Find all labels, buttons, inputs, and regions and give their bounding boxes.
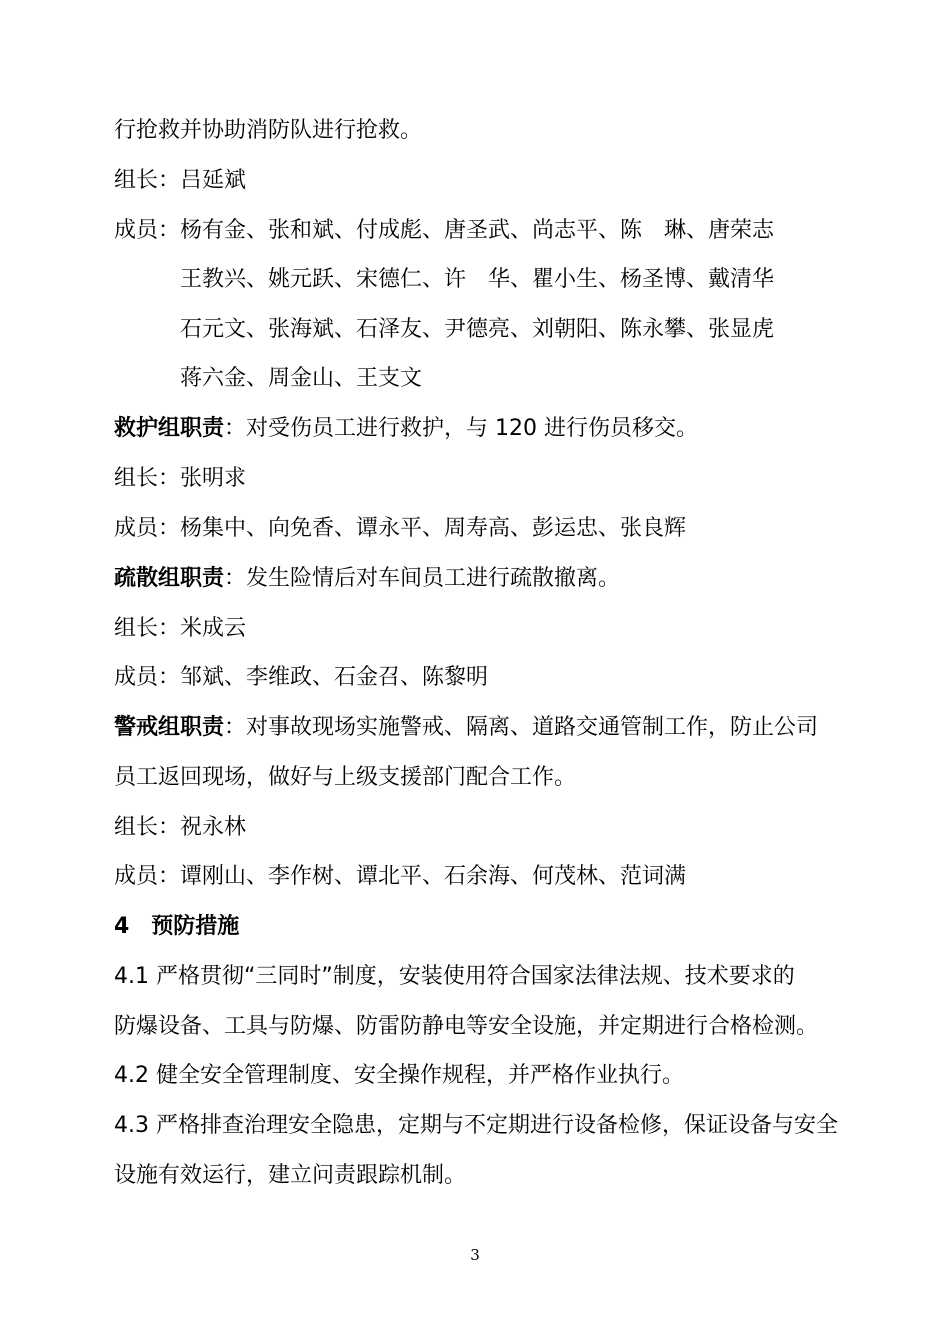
text-line: 4.3 严格排查治理安全隐患，定期与不定期进行设备检修，保证设备与安全 — [114, 1113, 838, 1138]
text-line: 4.1 严格贯彻“三同时”制度，安装使用符合国家法律法规、技术要求的 — [114, 964, 795, 989]
page-number: 3 — [470, 1246, 480, 1264]
rescue-group-duty-line — [114, 414, 698, 444]
text-line: 防爆设备、工具与防爆、防雷防静电等安全设施，并定期进行合格检测。 — [114, 1014, 819, 1039]
rescue-group-duty-text: ：对受伤员工进行救护，与 120 进行伤员移交。 — [224, 416, 698, 441]
members-line: 成员：邹斌、李维政、石金召、陈黎明 — [114, 665, 489, 690]
text-line: 设施有效运行，建立问责跟踪机制。 — [114, 1163, 467, 1188]
members-line: 成员：谭刚山、李作树、谭北平、石余海、何茂林、范词满 — [114, 864, 687, 889]
members-continuation-line: 王教兴、姚元跃、宋德仁、许 华、瞿小生、杨圣博、戴清华 — [180, 267, 775, 292]
guard-group-duty-label: 警戒组职责 — [114, 715, 225, 740]
rescue-group-duty-label: 救护组职责 — [114, 416, 225, 441]
section-heading: 4 预防措施 — [114, 914, 240, 939]
group-leader-line: 组长：吕延斌 — [114, 168, 247, 193]
members-line: 成员：杨集中、向免香、谭永平、周寿高、彭运忠、张良辉 — [114, 516, 687, 541]
group-leader-line: 组长：张明求 — [114, 466, 247, 491]
evacuation-group-duty-label: 疏散组职责 — [114, 566, 225, 591]
group-leader-line: 组长：祝永林 — [114, 815, 247, 840]
members-line: 成员：杨有金、张和斌、付成彪、唐圣武、尚志平、陈 琳、唐荣志 — [114, 218, 775, 243]
text-line: 4.2 健全安全管理制度、安全操作规程，并严格作业执行。 — [114, 1063, 684, 1088]
evacuation-group-duty-line — [114, 564, 620, 594]
guard-group-duty-line — [114, 713, 818, 743]
text-line: 行抢救并协助消防队进行抢救。 — [114, 118, 423, 143]
evacuation-group-duty-text: ：发生险情后对车间员工进行疏散撤离。 — [224, 566, 621, 591]
text-line: 员工返回现场，做好与上级支援部门配合工作。 — [114, 765, 577, 790]
group-leader-line: 组长：米成云 — [114, 616, 247, 641]
members-continuation-line: 石元文、张海斌、石泽友、尹德亮、刘朝阳、陈永攀、张显虎 — [180, 317, 775, 342]
members-continuation-line: 蒋六金、周金山、王支文 — [180, 366, 423, 391]
guard-group-duty-text: ：对事故现场实施警戒、隔离、道路交通管制工作，防止公司 — [224, 715, 819, 740]
